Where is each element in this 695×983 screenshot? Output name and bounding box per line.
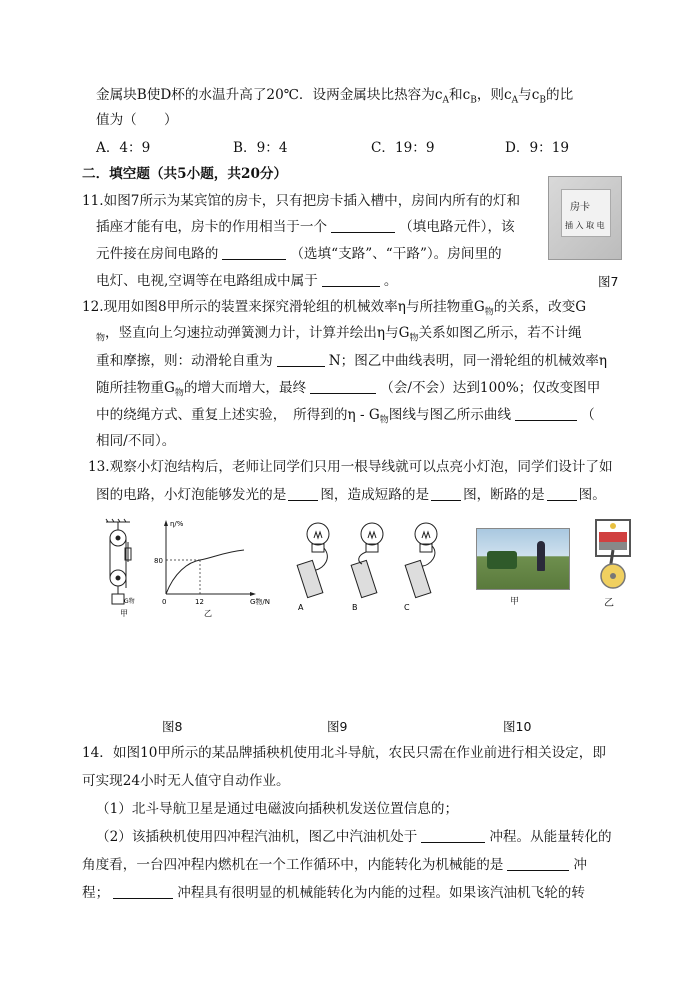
fig9-caption: 图9 xyxy=(327,719,348,734)
q11-blank-3[interactable] xyxy=(322,272,380,287)
fig8-80: 80 xyxy=(154,557,163,565)
card-label: 房卡 xyxy=(570,202,590,213)
fig10-caption: 图10 xyxy=(503,719,532,734)
figure-8 xyxy=(104,518,284,622)
q12-blank-1[interactable] xyxy=(277,352,325,367)
q12-line3: 重和摩擦，则：动滑轮自重为 N；图乙中曲线表明，同一滑轮组的机械效率η xyxy=(96,353,608,369)
q13-blank-2[interactable] xyxy=(431,486,461,501)
card-sub: 插 入 取 电 xyxy=(565,221,605,230)
fig8-caption: 图8 xyxy=(162,719,183,734)
transplanter-machine xyxy=(487,551,517,569)
fig10-jia-label: 甲 xyxy=(510,597,520,607)
fig8-0: 0 xyxy=(162,598,167,606)
room-card-image xyxy=(548,176,622,260)
q14-line2: 可实现24小时无人值守自动作业。 xyxy=(82,773,290,789)
fig9-label-a: A xyxy=(298,603,304,612)
pulley-apparatus xyxy=(106,519,131,604)
piston xyxy=(599,542,627,550)
fig7-caption: 图7 xyxy=(598,274,619,289)
q14-line6: 程； 冲程具有很明显的机械能转化为内能的过程。如果该汽油机飞轮的转 xyxy=(82,885,585,901)
q14-blank-1[interactable] xyxy=(421,828,485,843)
q10-line2: 值为（ ） xyxy=(96,112,178,128)
fig8-jia-label: 甲 xyxy=(120,609,128,618)
section-title: 二．填空题（共5小题，共20分） xyxy=(82,166,288,182)
q12-line6: 相同/不同）。 xyxy=(96,433,176,449)
fig8-12: 12 xyxy=(195,598,204,606)
q14-line1: 14．如图10甲所示的某品牌插秧机使用北斗导航，农民只需在作业前进行相关设定，即 xyxy=(82,745,606,761)
q14-line3: （1）北斗导航卫星是通过电磁波向插秧机发送位置信息的； xyxy=(96,801,459,817)
q12-line4: 随所挂物重$G_物$的增大而增大，最终 （会/不会）达到100%；仅改变图甲 xyxy=(96,380,601,399)
y-arrow xyxy=(164,520,168,526)
figure-9 xyxy=(294,518,464,618)
fig9-label-b: B xyxy=(352,603,358,612)
combustion-gas xyxy=(599,532,627,542)
farmer-figure xyxy=(537,541,545,571)
bulb-circuit-a xyxy=(297,523,329,598)
q11-line1: 11.如图7所示为某宾馆的房卡，只有把房卡插入槽中，房间内所有的灯和 xyxy=(82,193,521,209)
q10-option-b: B．9：4 xyxy=(233,140,288,156)
fig8-xlabel: G物/N xyxy=(250,598,271,606)
spark-plug-icon xyxy=(610,523,616,529)
bulb-c-icon xyxy=(415,523,437,545)
q14-line5: 角度看，一台四冲程内燃机在一个工作循环中，内能转化为机械能的是 冲 xyxy=(82,857,587,873)
bulb-b-icon xyxy=(361,523,383,545)
q14-blank-3[interactable] xyxy=(113,884,173,899)
q14-blank-2[interactable] xyxy=(507,856,569,871)
q13-blank-1[interactable] xyxy=(288,486,318,501)
q10-option-a: A．4：9 xyxy=(96,140,151,156)
bulb-a-icon xyxy=(307,523,329,545)
q12-blank-3[interactable] xyxy=(515,406,577,421)
q12-line1: 12.现用如图8甲所示的装置来探究滑轮组的机械效率η与所挂物重$G_物$的关系，改变G xyxy=(82,299,587,318)
fig8-g-label: G物 xyxy=(124,598,135,605)
fig8-ylabel: η/% xyxy=(170,520,184,528)
efficiency-graph xyxy=(154,520,270,618)
q13-blank-3[interactable] xyxy=(547,486,577,501)
q12-line5: 中的绕绳方式、重复上述实验， 所得到的η - $G_物$图线与图乙所示曲线 （ xyxy=(96,407,595,426)
card-slot xyxy=(561,189,611,237)
x-arrow xyxy=(250,592,256,596)
q14-line4: （2）该插秧机使用四冲程汽油机，图乙中汽油机处于 冲程。从能量转化的 xyxy=(96,829,612,845)
fig8-yi-label: 乙 xyxy=(204,609,212,618)
rice-transplanter-photo xyxy=(476,528,570,590)
q11-line4: 电灯、电视,空调等在电路组成中属于 。 xyxy=(96,273,398,289)
q12-blank-2[interactable] xyxy=(310,379,376,394)
q11-blank-1[interactable] xyxy=(331,218,395,233)
fig10-yi-label: 乙 xyxy=(604,598,614,609)
q13-line1: 13.观察小灯泡结构后，老师让同学们只用一根导线就可以点亮小灯泡，同学们设计了如 xyxy=(88,459,613,475)
q13-line2: 图的电路，小灯泡能够发光的是 图，造成短路的是 图，断路的是 图。 xyxy=(96,487,606,503)
fig9-label-c: C xyxy=(404,603,410,612)
q10-option-c: C．19：9 xyxy=(371,140,435,156)
efficiency-curve xyxy=(166,550,244,594)
q11-line2: 插座才能有电，房卡的作用相当于一个 （填电路元件），该 xyxy=(96,219,515,235)
q10-line1: 金属块B使D杯的水温升高了20℃．设两金属块比热容为$c_A$和$c_B$，则$c_A$与$c_B$的比 xyxy=(96,87,574,106)
q10-option-d: D．9：19 xyxy=(505,140,570,156)
q12-line2: $_物$，竖直向上匀速拉动弹簧测力计，计算并绘出η与$G_物$关系如图乙所示，若不计绳 xyxy=(96,325,582,344)
bulb-circuit-b xyxy=(351,523,383,598)
q11-blank-2[interactable] xyxy=(222,245,286,260)
q11-line3: 元件接在房间电路的 （选填“支路”、“干路”）。房间里的 xyxy=(96,246,502,262)
bulb-circuit-c xyxy=(405,523,437,598)
